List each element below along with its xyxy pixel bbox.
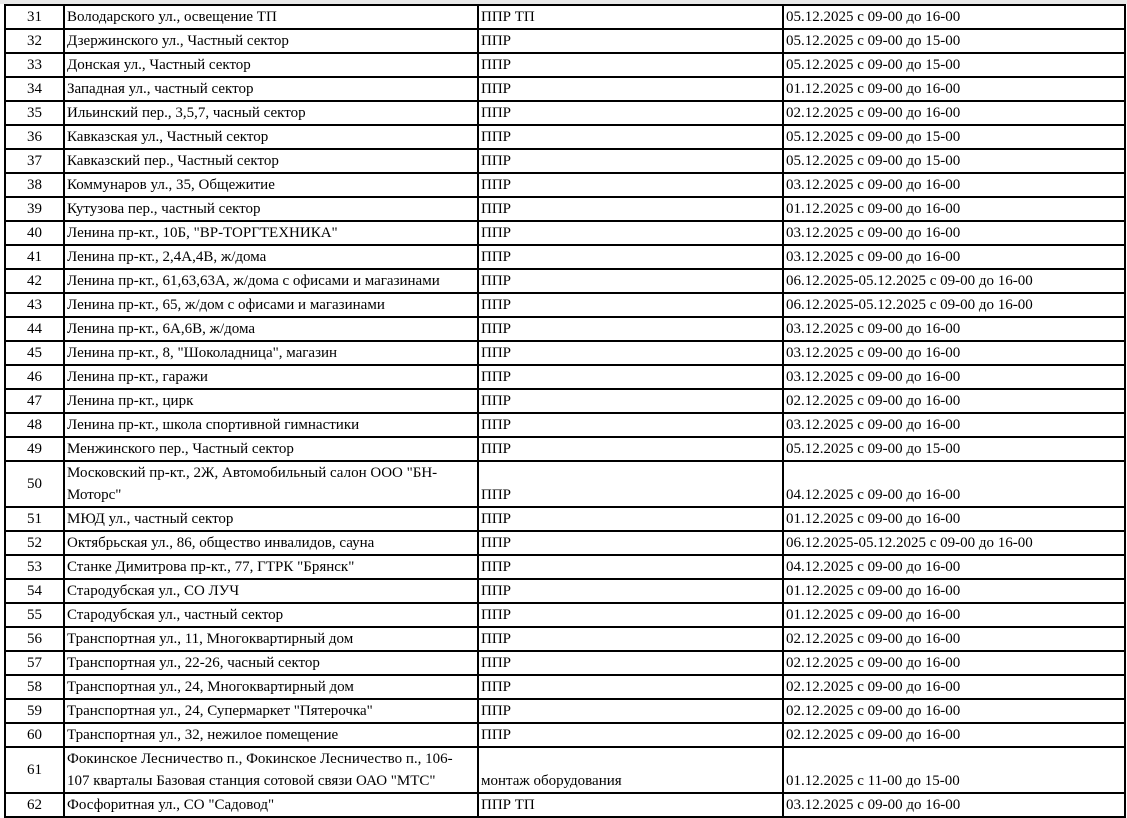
row-number: 35 bbox=[5, 101, 64, 125]
work-type-cell: ППР bbox=[478, 341, 783, 365]
date-time-cell: 03.12.2025 с 09-00 до 16-00 bbox=[783, 341, 1125, 365]
address-cell: Володарского ул., освещение ТП bbox=[64, 5, 478, 29]
address-cell: Стародубская ул., частный сектор bbox=[64, 603, 478, 627]
table-row bbox=[5, 5, 1125, 29]
outage-schedule-table bbox=[4, 4, 1126, 818]
address-cell: Ленина пр-кт., 10Б, "ВР-ТОРГТЕХНИКА" bbox=[64, 221, 478, 245]
address-cell: Ленина пр-кт., 6А,6В, ж/дома bbox=[64, 317, 478, 341]
work-type-cell: монтаж оборудования bbox=[478, 747, 783, 793]
table-row bbox=[5, 245, 1125, 269]
table-row bbox=[5, 675, 1125, 699]
work-type-cell: ППР bbox=[478, 221, 783, 245]
date-time-cell: 02.12.2025 с 09-00 до 16-00 bbox=[783, 627, 1125, 651]
date-time-cell: 05.12.2025 с 09-00 до 15-00 bbox=[783, 29, 1125, 53]
table-row bbox=[5, 221, 1125, 245]
date-time-cell: 03.12.2025 с 09-00 до 16-00 bbox=[783, 413, 1125, 437]
work-type-cell: ППР bbox=[478, 197, 783, 221]
table-row bbox=[5, 125, 1125, 149]
row-number: 50 bbox=[5, 461, 64, 507]
address-cell: Станке Димитрова пр-кт., 77, ГТРК "Брянск" bbox=[64, 555, 478, 579]
table-row bbox=[5, 579, 1125, 603]
date-time-cell: 01.12.2025 с 09-00 до 16-00 bbox=[783, 507, 1125, 531]
row-number: 48 bbox=[5, 413, 64, 437]
row-number: 53 bbox=[5, 555, 64, 579]
address-cell: Ленина пр-кт., гаражи bbox=[64, 365, 478, 389]
table-row bbox=[5, 603, 1125, 627]
address-cell: Фокинское Лесничество п., Фокинское Лесничество п., 106-107 кварталы Базовая станция сотовой связи ОАО "МТС" bbox=[64, 747, 478, 793]
work-type-cell: ППР bbox=[478, 603, 783, 627]
work-type-cell: ППР bbox=[478, 245, 783, 269]
date-time-cell: 03.12.2025 с 09-00 до 16-00 bbox=[783, 317, 1125, 341]
work-type-cell: ППР ТП bbox=[478, 5, 783, 29]
address-cell: Транспортная ул., 24, Многоквартирный дом bbox=[64, 675, 478, 699]
table-row bbox=[5, 29, 1125, 53]
row-number: 36 bbox=[5, 125, 64, 149]
date-time-cell: 03.12.2025 с 09-00 до 16-00 bbox=[783, 245, 1125, 269]
row-number: 54 bbox=[5, 579, 64, 603]
table-row bbox=[5, 173, 1125, 197]
row-number: 44 bbox=[5, 317, 64, 341]
row-number: 59 bbox=[5, 699, 64, 723]
work-type-cell: ППР bbox=[478, 293, 783, 317]
address-cell: Октябрьская ул., 86, общество инвалидов, сауна bbox=[64, 531, 478, 555]
address-cell: Западная ул., частный сектор bbox=[64, 77, 478, 101]
date-time-cell: 02.12.2025 с 09-00 до 16-00 bbox=[783, 723, 1125, 747]
address-cell: Ленина пр-кт., 65, ж/дом с офисами и магазинами bbox=[64, 293, 478, 317]
work-type-cell: ППР bbox=[478, 29, 783, 53]
address-cell: Донская ул., Частный сектор bbox=[64, 53, 478, 77]
row-number: 55 bbox=[5, 603, 64, 627]
table-row bbox=[5, 555, 1125, 579]
row-number: 52 bbox=[5, 531, 64, 555]
table-row bbox=[5, 699, 1125, 723]
row-number: 37 bbox=[5, 149, 64, 173]
row-number: 51 bbox=[5, 507, 64, 531]
row-number: 33 bbox=[5, 53, 64, 77]
table-row bbox=[5, 53, 1125, 77]
address-cell: Транспортная ул., 22-26, часный сектор bbox=[64, 651, 478, 675]
date-time-cell: 03.12.2025 с 09-00 до 16-00 bbox=[783, 221, 1125, 245]
date-time-cell: 03.12.2025 с 09-00 до 16-00 bbox=[783, 793, 1125, 817]
work-type-cell: ППР bbox=[478, 579, 783, 603]
table-row bbox=[5, 293, 1125, 317]
row-number: 49 bbox=[5, 437, 64, 461]
address-cell: Ленина пр-кт., 61,63,63А, ж/дома с офисами и магазинами bbox=[64, 269, 478, 293]
table-row bbox=[5, 101, 1125, 125]
row-number: 62 bbox=[5, 793, 64, 817]
table-row bbox=[5, 793, 1125, 817]
table-row bbox=[5, 531, 1125, 555]
row-number: 40 bbox=[5, 221, 64, 245]
work-type-cell: ППР bbox=[478, 531, 783, 555]
work-type-cell: ППР bbox=[478, 101, 783, 125]
date-time-cell: 05.12.2025 с 09-00 до 15-00 bbox=[783, 437, 1125, 461]
table-row bbox=[5, 269, 1125, 293]
address-cell: Транспортная ул., 24, Супермаркет "Пятерочка" bbox=[64, 699, 478, 723]
address-cell: Ленина пр-кт., цирк bbox=[64, 389, 478, 413]
row-number: 38 bbox=[5, 173, 64, 197]
work-type-cell: ППР bbox=[478, 723, 783, 747]
address-cell: Кутузова пер., частный сектор bbox=[64, 197, 478, 221]
date-time-cell: 06.12.2025-05.12.2025 с 09-00 до 16-00 bbox=[783, 269, 1125, 293]
table-row bbox=[5, 651, 1125, 675]
table-row bbox=[5, 389, 1125, 413]
address-cell: Коммунаров ул., 35, Общежитие bbox=[64, 173, 478, 197]
row-number: 57 bbox=[5, 651, 64, 675]
work-type-cell: ППР bbox=[478, 627, 783, 651]
work-type-cell: ППР bbox=[478, 507, 783, 531]
table-row bbox=[5, 197, 1125, 221]
date-time-cell: 01.12.2025 с 11-00 до 15-00 bbox=[783, 747, 1125, 793]
work-type-cell: ППР bbox=[478, 125, 783, 149]
date-time-cell: 01.12.2025 с 09-00 до 16-00 bbox=[783, 603, 1125, 627]
address-cell: Ленина пр-кт., 8, "Шоколадница", магазин bbox=[64, 341, 478, 365]
address-cell: Ленина пр-кт., 2,4А,4В, ж/дома bbox=[64, 245, 478, 269]
date-time-cell: 02.12.2025 с 09-00 до 16-00 bbox=[783, 699, 1125, 723]
date-time-cell: 06.12.2025-05.12.2025 с 09-00 до 16-00 bbox=[783, 531, 1125, 555]
address-cell: Транспортная ул., 32, нежилое помещение bbox=[64, 723, 478, 747]
row-number: 47 bbox=[5, 389, 64, 413]
address-cell: МЮД ул., частный сектор bbox=[64, 507, 478, 531]
work-type-cell: ППР bbox=[478, 149, 783, 173]
date-time-cell: 05.12.2025 с 09-00 до 16-00 bbox=[783, 5, 1125, 29]
date-time-cell: 04.12.2025 с 09-00 до 16-00 bbox=[783, 461, 1125, 507]
work-type-cell: ППР bbox=[478, 269, 783, 293]
work-type-cell: ППР bbox=[478, 461, 783, 507]
table-row bbox=[5, 627, 1125, 651]
address-cell: Московский пр-кт., 2Ж, Автомобильный салон ООО "БН-Моторс" bbox=[64, 461, 478, 507]
work-type-cell: ППР bbox=[478, 365, 783, 389]
row-number: 42 bbox=[5, 269, 64, 293]
date-time-cell: 06.12.2025-05.12.2025 с 09-00 до 16-00 bbox=[783, 293, 1125, 317]
row-number: 43 bbox=[5, 293, 64, 317]
work-type-cell: ППР bbox=[478, 53, 783, 77]
table-row bbox=[5, 413, 1125, 437]
work-type-cell: ППР bbox=[478, 675, 783, 699]
address-cell: Дзержинского ул., Частный сектор bbox=[64, 29, 478, 53]
address-cell: Ленина пр-кт., школа спортивной гимнастики bbox=[64, 413, 478, 437]
address-cell: Транспортная ул., 11, Многоквартирный дом bbox=[64, 627, 478, 651]
table-row bbox=[5, 149, 1125, 173]
row-number: 41 bbox=[5, 245, 64, 269]
table-row bbox=[5, 317, 1125, 341]
date-time-cell: 05.12.2025 с 09-00 до 15-00 bbox=[783, 149, 1125, 173]
address-cell: Ильинский пер., 3,5,7, часный сектор bbox=[64, 101, 478, 125]
address-cell: Менжинского пер., Частный сектор bbox=[64, 437, 478, 461]
table-row bbox=[5, 747, 1125, 793]
work-type-cell: ППР ТП bbox=[478, 793, 783, 817]
work-type-cell: ППР bbox=[478, 317, 783, 341]
date-time-cell: 05.12.2025 с 09-00 до 15-00 bbox=[783, 53, 1125, 77]
table-row bbox=[5, 77, 1125, 101]
date-time-cell: 01.12.2025 с 09-00 до 16-00 bbox=[783, 579, 1125, 603]
date-time-cell: 02.12.2025 с 09-00 до 16-00 bbox=[783, 101, 1125, 125]
date-time-cell: 04.12.2025 с 09-00 до 16-00 bbox=[783, 555, 1125, 579]
table-row bbox=[5, 437, 1125, 461]
table-row bbox=[5, 341, 1125, 365]
work-type-cell: ППР bbox=[478, 437, 783, 461]
table-row bbox=[5, 461, 1125, 507]
row-number: 60 bbox=[5, 723, 64, 747]
address-cell: Стародубская ул., СО ЛУЧ bbox=[64, 579, 478, 603]
row-number: 45 bbox=[5, 341, 64, 365]
row-number: 32 bbox=[5, 29, 64, 53]
date-time-cell: 01.12.2025 с 09-00 до 16-00 bbox=[783, 197, 1125, 221]
date-time-cell: 02.12.2025 с 09-00 до 16-00 bbox=[783, 389, 1125, 413]
work-type-cell: ППР bbox=[478, 389, 783, 413]
table-row bbox=[5, 723, 1125, 747]
work-type-cell: ППР bbox=[478, 699, 783, 723]
work-type-cell: ППР bbox=[478, 413, 783, 437]
address-cell: Кавказская ул., Частный сектор bbox=[64, 125, 478, 149]
row-number: 31 bbox=[5, 5, 64, 29]
table-row bbox=[5, 365, 1125, 389]
date-time-cell: 02.12.2025 с 09-00 до 16-00 bbox=[783, 675, 1125, 699]
date-time-cell: 05.12.2025 с 09-00 до 15-00 bbox=[783, 125, 1125, 149]
row-number: 46 bbox=[5, 365, 64, 389]
date-time-cell: 02.12.2025 с 09-00 до 16-00 bbox=[783, 651, 1125, 675]
row-number: 56 bbox=[5, 627, 64, 651]
row-number: 58 bbox=[5, 675, 64, 699]
work-type-cell: ППР bbox=[478, 173, 783, 197]
work-type-cell: ППР bbox=[478, 77, 783, 101]
address-cell: Фосфоритная ул., СО "Садовод" bbox=[64, 793, 478, 817]
work-type-cell: ППР bbox=[478, 651, 783, 675]
row-number: 61 bbox=[5, 747, 64, 793]
row-number: 39 bbox=[5, 197, 64, 221]
date-time-cell: 03.12.2025 с 09-00 до 16-00 bbox=[783, 173, 1125, 197]
address-cell: Кавказский пер., Частный сектор bbox=[64, 149, 478, 173]
date-time-cell: 03.12.2025 с 09-00 до 16-00 bbox=[783, 365, 1125, 389]
table-row bbox=[5, 507, 1125, 531]
date-time-cell: 01.12.2025 с 09-00 до 16-00 bbox=[783, 77, 1125, 101]
work-type-cell: ППР bbox=[478, 555, 783, 579]
row-number: 34 bbox=[5, 77, 64, 101]
